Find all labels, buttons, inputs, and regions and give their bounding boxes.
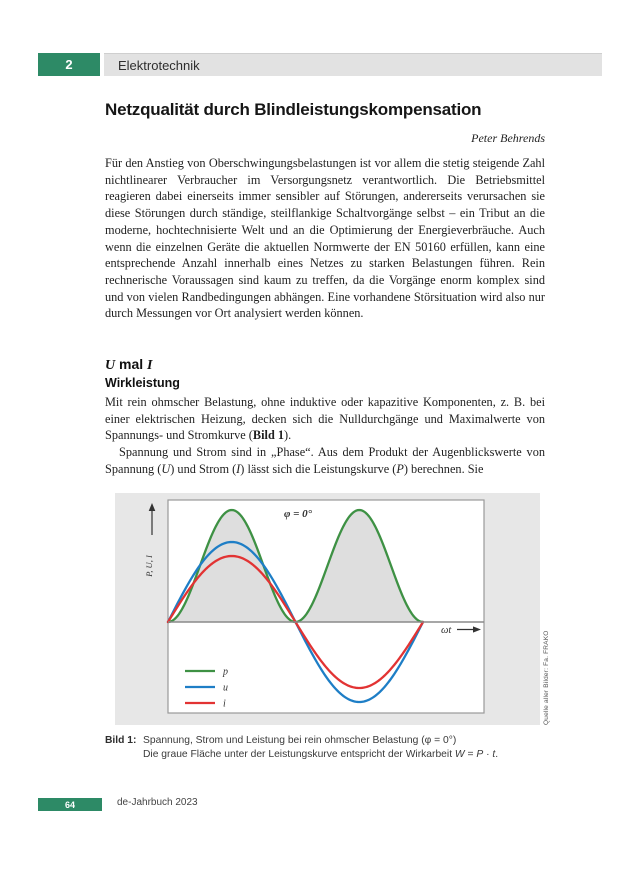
p3-symbol-u: U	[161, 461, 171, 476]
caption-symbol-p: P	[476, 748, 484, 760]
chapter-title: Elektrotechnik	[118, 57, 200, 73]
p2-text-b: ).	[284, 428, 292, 443]
p3-text-a: Spannung und Strom sind in „Phase“. Aus dem Produkt der Augenblickswerte von Spannung (	[105, 445, 545, 476]
p3-text-b: ) und Strom (	[170, 461, 237, 476]
subsection-heading: Wirkleistung	[105, 376, 180, 390]
figure-caption-label: Bild 1:	[105, 735, 137, 746]
p2-text-a: Mit rein ohmscher Belastung, ohne induktive oder kapazitive Komponenten, z. B. bei einer elektrischen Heizung, decken sich die Nulldurchgänge und Maximalwerte von Spannungs- und Stromkurve (	[105, 395, 545, 443]
legend-label-p: p	[223, 666, 228, 678]
paragraph-3	[105, 444, 545, 477]
section-heading-i: I	[147, 358, 153, 373]
page-number-box	[38, 798, 102, 811]
y-axis-arrow-head-icon	[149, 503, 156, 511]
section-heading	[105, 356, 152, 374]
section-heading-mal: mal	[115, 356, 148, 372]
waveform-chart	[115, 493, 540, 725]
p3-symbol-p: P	[396, 461, 404, 476]
p2-figure-reference: Bild 1	[252, 428, 285, 443]
chapter-number: 2	[65, 57, 73, 72]
caption-line2	[143, 749, 498, 760]
y-axis-label-group	[144, 503, 155, 578]
chapter-number-box	[38, 53, 100, 76]
intro-paragraph: Für den Anstieg von Oberschwingungsbelastungen ist vor allem die stetig steigende Zahl nichtlinearer Verbraucher im Versorgungsnetz verantwortlich. Die Betriebsmittel reagieren dabei einerseits immer sensibler auf Störungen, andererseits verursachen sie diese Störungen durch ständige, steilflankige Schaltvorgänge selbst – ein Tribut an die moderne, hochtechnisierte Welt und an die Optimierung der Energieverbräuche. Auch wenn die einzelnen Geräte die aktuellen Normwerte der EN 50160 erfüllen, kann eine entsprechende Anzahl innerhalb eines Netzes zu starken Belastungen führen. Rein rechnerische Voraussagen sind kaum zu treffen, da die Vorgänge enorm komplex sind und von vielen Randbedingungen abhängen. Eine vorhandene Störsituation wird also nur durch Messungen vor Ort analysiert werden können.	[105, 156, 545, 321]
p3-symbol-i: I	[236, 461, 241, 476]
section-heading-u: U	[105, 358, 116, 373]
legend-label-u: u	[223, 682, 228, 694]
legend-label-i: i	[223, 698, 226, 710]
caption-symbol-w: W	[454, 748, 465, 760]
x-axis-label: ωt	[441, 625, 452, 636]
source-credit: Quelle aller Bilder: Fa. FRAKO	[543, 630, 550, 725]
article-title: Netzqualität durch Blindleistungskompensation	[105, 100, 482, 119]
caption-line1: Spannung, Strom und Leistung bei rein ohmscher Belastung (φ = 0°)	[143, 735, 457, 746]
caption-l2-a: Die graue Fläche unter der Leistungskurve entspricht der Wirkarbeit	[143, 748, 455, 760]
footer-book-title: de-Jahrbuch 2023	[117, 797, 198, 808]
caption-l2-d: .	[495, 748, 499, 760]
paragraph-2	[105, 394, 545, 444]
figure-bild-1	[115, 493, 540, 725]
y-axis-label: P, U, I	[143, 555, 154, 577]
page-number: 64	[64, 799, 75, 810]
article-author: Peter Behrends	[471, 131, 545, 145]
p3-text-d: ) berechnen. Sie	[403, 461, 484, 476]
caption-l2-b: =	[464, 748, 477, 760]
phase-annotation: φ = 0°	[283, 508, 313, 520]
figure-caption-text	[143, 734, 498, 761]
body-paragraphs	[105, 394, 545, 478]
p3-text-c: ) lässt sich die Leistungskurve (	[240, 461, 397, 476]
caption-l2-c: ·	[483, 748, 493, 760]
figure-caption	[105, 734, 535, 761]
caption-symbol-t: t	[492, 748, 496, 760]
chapter-title-bar	[104, 53, 602, 76]
